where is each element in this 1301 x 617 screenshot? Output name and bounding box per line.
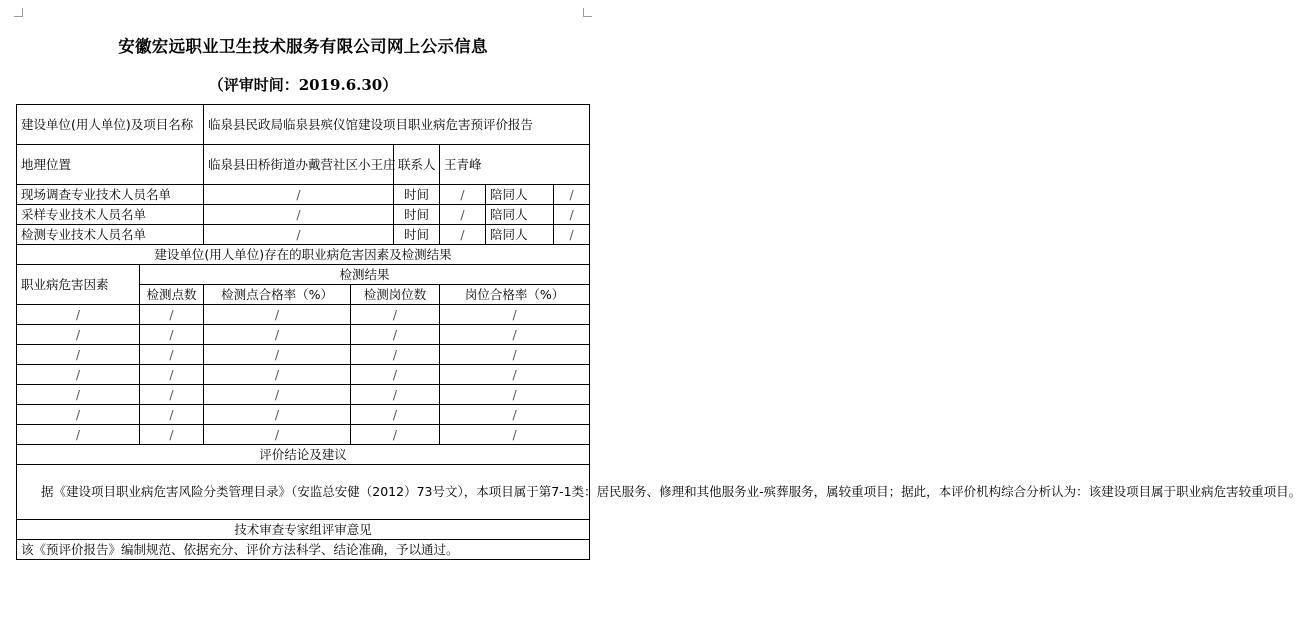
survey-label: 现场调查专业技术人员名单 [17,185,204,205]
testing-time: / [440,225,486,245]
table-row [17,365,590,385]
table-cell: / [440,325,590,345]
table-row [17,405,590,425]
location-row [17,145,590,185]
testing-companion: / [554,225,590,245]
table-cell: / [204,345,351,365]
table-cell: / [440,345,590,365]
review-title-row [17,520,590,540]
review-title: 技术审查专家组评审意见 [17,520,590,540]
disclosure-table [16,104,1301,560]
conclusion-paragraph: 据《建设项目职业病危害风险分类管理目录》（安监总安健（2012）73号文），本项目属于第7-1类：居民服务、修理和其他服务业-殡葬服务，属较重项目；据此，本评价机构综合分析认为：该建设项目属于职业病危害较重项目。 [41,484,1301,499]
table-cell: / [140,345,204,365]
contact-value: 王青峰 [440,145,590,185]
table-cell: / [351,325,440,345]
column-header: 岗位合格率（%） [440,285,590,305]
table-cell: / [17,405,140,425]
table-cell: / [440,305,590,325]
table-cell: / [351,305,440,325]
testing-label: 检测专业技术人员名单 [17,225,204,245]
corner-mark-right [583,8,592,17]
table-cell: / [140,385,204,405]
table-cell: / [17,325,140,345]
table-cell: / [17,365,140,385]
survey-companion: / [554,185,590,205]
unit-value: 临泉县民政局临泉县殡仪馆建设项目职业病危害预评价报告 [204,105,590,145]
table-row [17,325,590,345]
hazard-section-title: 建设单位(用人单位)存在的职业病危害因素及检测结果 [17,245,590,265]
table-cell: / [440,385,590,405]
testing-time-label: 时间 [394,225,440,245]
unit-row [17,105,590,145]
hazard-results-label: 检测结果 [140,265,590,285]
sampling-names: / [204,205,394,225]
review-text-row [17,540,590,560]
survey-time-label: 时间 [394,185,440,205]
unit-label: 建设单位(用人单位)及项目名称 [17,105,204,145]
conclusion-title: 评价结论及建议 [17,445,590,465]
location-label: 地理位置 [17,145,204,185]
table-cell: / [440,365,590,385]
table-cell: / [140,405,204,425]
table-cell: / [17,425,140,445]
table-cell: / [140,305,204,325]
table-row [17,345,590,365]
sampling-row [17,205,590,225]
table-cell: / [351,405,440,425]
table-cell: / [17,345,140,365]
table-row [17,425,590,445]
column-header: 检测点合格率（%） [204,285,351,305]
page-title: 安徽宏远职业卫生技术服务有限公司网上公示信息 [118,37,488,56]
contact-label: 联系人 [394,145,440,185]
corner-mark-left [14,8,23,17]
sampling-label: 采样专业技术人员名单 [17,205,204,225]
table-cell: / [204,425,351,445]
survey-names: / [204,185,394,205]
table-cell: / [204,405,351,425]
table-cell: / [204,305,351,325]
table-cell: / [351,385,440,405]
table-cell: / [17,305,140,325]
column-header: 检测岗位数 [351,285,440,305]
sampling-time-label: 时间 [394,205,440,225]
hazard-header-row [17,265,590,285]
table-row [17,385,590,405]
table-cell: / [140,365,204,385]
survey-row [17,185,590,205]
table-cell: / [351,425,440,445]
conclusion-text-row [17,465,590,520]
hazard-factor-label: 职业病危害因素 [17,265,140,305]
table-cell: / [440,405,590,425]
hazard-section-row [17,245,590,265]
table-cell: / [204,365,351,385]
sampling-companion-label: 陪同人 [486,205,554,225]
survey-companion-label: 陪同人 [486,185,554,205]
testing-companion-label: 陪同人 [486,225,554,245]
testing-names: / [204,225,394,245]
testing-row [17,225,590,245]
table-row [17,305,590,325]
table-cell: / [204,385,351,405]
table-cell: / [17,385,140,405]
review-time: （评审时间：2019.6.30） [208,76,398,94]
column-header: 检测点数 [140,285,204,305]
sampling-companion: / [554,205,590,225]
conclusion-text [17,465,1301,520]
sampling-time: / [440,205,486,225]
table-cell: / [351,365,440,385]
table-cell: / [204,325,351,345]
location-value: 临泉县田桥街道办戴营社区小王庄 [204,145,394,185]
table-cell: / [140,425,204,445]
conclusion-title-row [17,445,590,465]
survey-time: / [440,185,486,205]
review-text: 该《预评价报告》编制规范、依据充分、评价方法科学、结论准确，予以通过。 [17,540,590,560]
table-cell: / [140,325,204,345]
table-cell: / [440,425,590,445]
table-cell: / [351,345,440,365]
